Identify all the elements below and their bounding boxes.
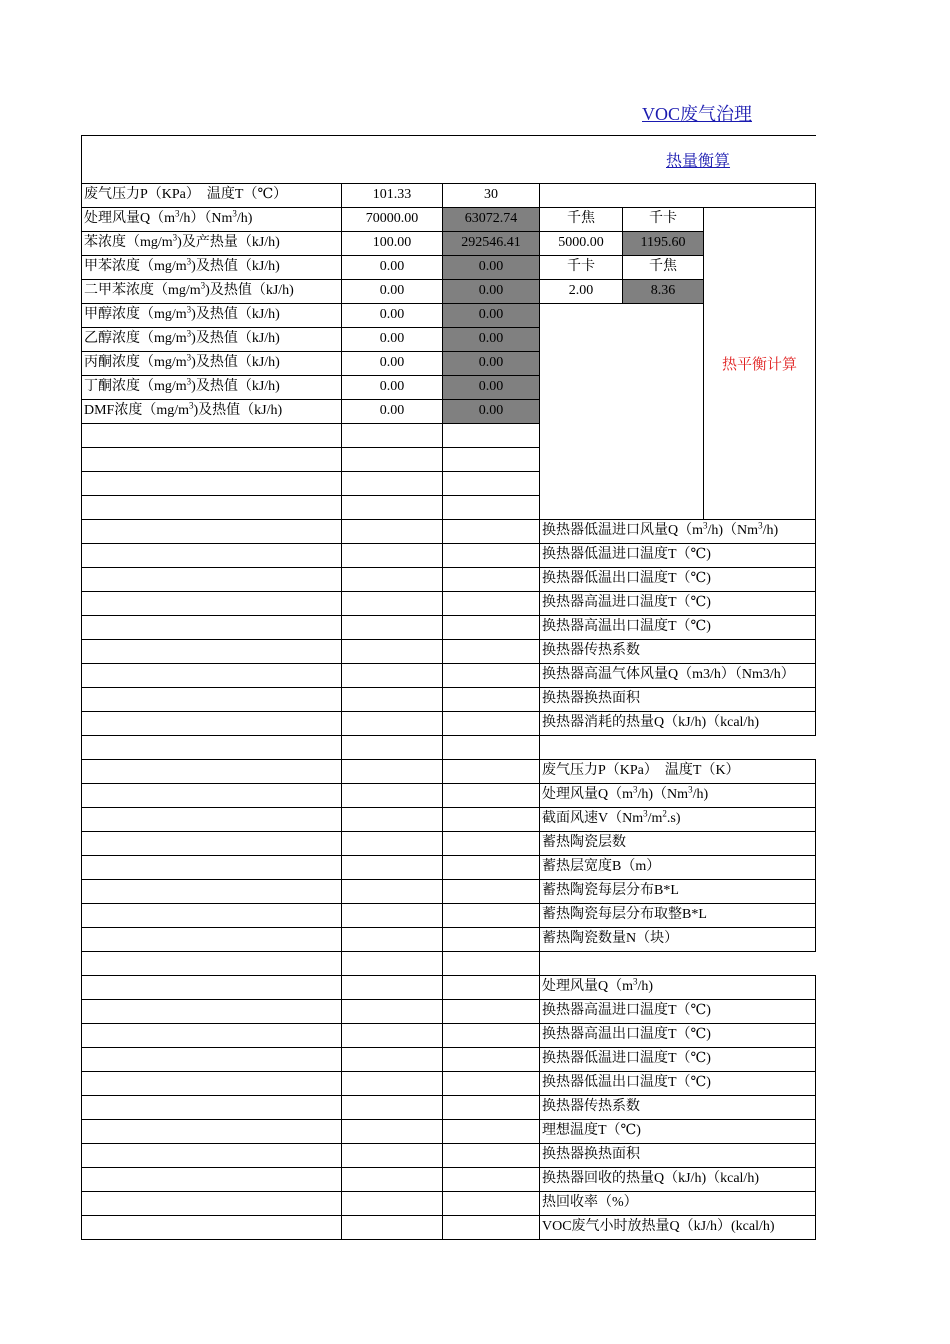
computed-value-cell[interactable]: 0.00	[442, 351, 540, 376]
input-value-cell[interactable]	[341, 1095, 443, 1120]
computed-value-cell[interactable]	[442, 807, 540, 832]
computed-value-cell[interactable]	[442, 951, 540, 976]
input-value-cell[interactable]	[341, 1143, 443, 1168]
input-value-cell[interactable]: 0.00	[341, 327, 443, 352]
row-label-cell[interactable]	[81, 639, 342, 664]
section-subtitle: 热量衡算	[666, 153, 731, 170]
parameter-label[interactable]: VOC废气小时放热量Q（kJ/h）(kcal/h)	[539, 1215, 816, 1240]
input-value-cell[interactable]	[341, 615, 443, 640]
row-label-cell[interactable]: 甲苯浓度$(mg/m^3)$及热值（kJ/h)	[81, 255, 342, 280]
computed-value-cell[interactable]	[442, 903, 540, 928]
computed-value-cell[interactable]	[442, 471, 540, 496]
input-value-cell[interactable]	[341, 951, 443, 976]
input-value-cell[interactable]	[341, 1215, 443, 1240]
computed-value-cell[interactable]	[442, 1023, 540, 1048]
computed-value-cell[interactable]: 0.00	[442, 327, 540, 352]
computed-value-cell[interactable]	[442, 1191, 540, 1216]
parameter-label[interactable]: 蓄热层宽度B（m）	[539, 855, 816, 880]
input-value-cell[interactable]: 0.00	[341, 351, 443, 376]
input-value-cell[interactable]	[341, 1119, 443, 1144]
input-value-cell[interactable]	[341, 1167, 443, 1192]
row-label-cell[interactable]	[81, 543, 342, 568]
input-value-cell[interactable]	[341, 543, 443, 568]
parameter-label[interactable]: 换热器高温出口温度T（℃)	[539, 615, 816, 640]
unit-converter-cell[interactable]: 千卡	[539, 255, 623, 280]
page-title: VOC废气治理	[642, 104, 753, 124]
row-label-cell[interactable]	[81, 447, 342, 472]
row-label-cell[interactable]	[81, 1215, 342, 1240]
input-value-cell[interactable]	[341, 711, 443, 736]
row-label-cell[interactable]	[81, 927, 342, 952]
parameter-label[interactable]: 蓄热陶瓷层数	[539, 831, 816, 856]
computed-value-cell[interactable]	[442, 999, 540, 1024]
computed-value-cell[interactable]: 0.00	[442, 399, 540, 424]
input-value-cell[interactable]	[341, 1023, 443, 1048]
merged-header-cell	[539, 183, 816, 208]
row-label-cell[interactable]	[81, 663, 342, 688]
parameter-label[interactable]: 换热器换热面积	[539, 687, 816, 712]
row-label-cell[interactable]: 丁酮浓度$(mg/m^3)$及热值（kJ/h)	[81, 375, 342, 400]
parameter-label[interactable]: 废气压力P（KPa） 温度T（K）	[539, 759, 816, 784]
computed-value-cell[interactable]	[442, 567, 540, 592]
input-value-cell[interactable]	[341, 1071, 443, 1096]
row-label-cell[interactable]	[81, 975, 342, 1000]
parameter-label[interactable]: 换热器低温出口温度T（℃)	[539, 567, 816, 592]
computed-value-cell[interactable]	[442, 927, 540, 952]
row-label-cell[interactable]	[81, 1095, 342, 1120]
parameter-label[interactable]: 处理风量$Q(m^3/h)$	[539, 975, 816, 1000]
row-label-cell[interactable]	[81, 735, 342, 760]
computed-value-cell[interactable]	[442, 423, 540, 448]
computed-value-cell[interactable]: 292546.41	[442, 231, 540, 256]
row-label-cell[interactable]	[81, 903, 342, 928]
row-label-cell[interactable]: 丙酮浓度$(mg/m^3)$及热值（kJ/h)	[81, 351, 342, 376]
computed-value-cell[interactable]	[442, 639, 540, 664]
row-label-cell[interactable]	[81, 519, 342, 544]
parameter-label[interactable]: 换热器传热系数	[539, 639, 816, 664]
computed-value-cell[interactable]	[442, 1047, 540, 1072]
computed-value-cell[interactable]	[442, 783, 540, 808]
input-value-cell[interactable]	[341, 1047, 443, 1072]
computed-value-cell[interactable]	[442, 1119, 540, 1144]
computed-value-cell[interactable]: 0.00	[442, 255, 540, 280]
parameter-label[interactable]: 换热器高温气体风量Q（m3/h）（Nm3/h）	[539, 663, 816, 688]
computed-value-cell[interactable]	[442, 1095, 540, 1120]
computed-value-cell[interactable]	[442, 855, 540, 880]
row-label-cell[interactable]	[81, 1047, 342, 1072]
input-value-cell[interactable]: 0.00	[341, 279, 443, 304]
computed-value-cell[interactable]	[442, 975, 540, 1000]
input-value-cell[interactable]	[341, 855, 443, 880]
input-value-cell[interactable]	[341, 879, 443, 904]
input-value-cell[interactable]: 101.33	[341, 183, 443, 208]
row-label-cell[interactable]: 废气压力P（KPa） 温度T（℃）	[81, 183, 342, 208]
parameter-label[interactable]: 蓄热陶瓷数量N（块）	[539, 927, 816, 952]
row-label-cell[interactable]	[81, 1167, 342, 1192]
input-value-cell[interactable]: 0.00	[341, 375, 443, 400]
row-label-cell[interactable]	[81, 711, 342, 736]
unit-converter-cell[interactable]: 2.00	[539, 279, 623, 304]
computed-value-cell[interactable]	[442, 879, 540, 904]
row-label-cell[interactable]	[81, 1191, 342, 1216]
computed-value-cell[interactable]	[442, 615, 540, 640]
input-value-cell[interactable]	[341, 735, 443, 760]
unit-converter-cell[interactable]: 1195.60	[622, 231, 704, 256]
row-label-cell[interactable]	[81, 1143, 342, 1168]
row-label-cell[interactable]: 处理风量$Q(m^3/h)(Nm^3/h)$	[81, 207, 342, 232]
parameter-label[interactable]: 换热器低温进口温度T（℃)	[539, 543, 816, 568]
unit-converter-cell[interactable]: 千焦	[622, 255, 704, 280]
row-label-cell[interactable]	[81, 951, 342, 976]
computed-value-cell[interactable]	[442, 1071, 540, 1096]
row-label-cell[interactable]	[81, 879, 342, 904]
input-value-cell[interactable]	[341, 759, 443, 784]
input-value-cell[interactable]	[341, 999, 443, 1024]
computed-value-cell[interactable]	[442, 591, 540, 616]
parameter-label[interactable]: 换热器高温进口温度T（℃)	[539, 591, 816, 616]
computed-value-cell[interactable]	[442, 447, 540, 472]
unit-converter-cell[interactable]: 千卡	[622, 207, 704, 232]
computed-value-cell[interactable]	[442, 543, 540, 568]
row-label-cell[interactable]	[81, 783, 342, 808]
parameter-label[interactable]: 截面风速$V(Nm^3/m^2.s)$	[539, 807, 816, 832]
input-value-cell[interactable]: 100.00	[341, 231, 443, 256]
unit-converter-cell[interactable]: 千焦	[539, 207, 623, 232]
parameter-label[interactable]: 换热器高温出口温度T（℃)	[539, 1023, 816, 1048]
row-label-cell[interactable]: DMF浓度$(mg/m^3)$及热值（kJ/h)	[81, 399, 342, 424]
input-value-cell[interactable]	[341, 663, 443, 688]
parameter-label[interactable]: 换热器低温进口风量$Q(m^3/h)(Nm^3/h)$	[539, 519, 816, 544]
parameter-label[interactable]: 换热器消耗的热量Q（kJ/h)（kcal/h)	[539, 711, 816, 736]
input-value-cell[interactable]	[341, 927, 443, 952]
computed-value-cell[interactable]	[442, 831, 540, 856]
parameter-label[interactable]: 换热器低温进口温度T（℃)	[539, 1047, 816, 1072]
row-label-cell[interactable]	[81, 687, 342, 712]
row-label-cell[interactable]	[81, 855, 342, 880]
input-value-cell[interactable]	[341, 471, 443, 496]
row-label-cell[interactable]	[81, 423, 342, 448]
row-label-cell[interactable]: 苯浓度$(mg/m^3)$及产热量（kJ/h)	[81, 231, 342, 256]
parameter-label[interactable]: 换热器高温进口温度T（℃)	[539, 999, 816, 1024]
computed-value-cell[interactable]	[442, 1167, 540, 1192]
heat-balance-label: 热平衡计算	[703, 207, 816, 520]
input-value-cell[interactable]: 0.00	[341, 399, 443, 424]
computed-value-cell[interactable]: 63072.74	[442, 207, 540, 232]
computed-value-cell[interactable]: 30	[442, 183, 540, 208]
computed-value-cell[interactable]	[442, 1215, 540, 1240]
input-value-cell[interactable]	[341, 567, 443, 592]
computed-value-cell[interactable]	[442, 735, 540, 760]
computed-value-cell[interactable]: 0.00	[442, 303, 540, 328]
unit-converter-cell[interactable]: 8.36	[622, 279, 704, 304]
input-value-cell[interactable]: 0.00	[341, 255, 443, 280]
input-value-cell[interactable]	[341, 639, 443, 664]
parameter-label[interactable]: 换热器低温出口温度T（℃)	[539, 1071, 816, 1096]
input-value-cell[interactable]: 0.00	[341, 303, 443, 328]
row-label-cell[interactable]	[81, 615, 342, 640]
parameter-label[interactable]: 换热器换热面积	[539, 1143, 816, 1168]
computed-value-cell[interactable]	[442, 1143, 540, 1168]
row-label-cell[interactable]	[81, 831, 342, 856]
row-label-cell[interactable]	[81, 1119, 342, 1144]
computed-value-cell[interactable]	[442, 711, 540, 736]
row-label-cell[interactable]: 二甲苯浓度$(mg/m^3)$及热值（kJ/h)	[81, 279, 342, 304]
parameter-label[interactable]: 换热器回收的热量Q（kJ/h)（kcal/h)	[539, 1167, 816, 1192]
input-value-cell[interactable]	[341, 495, 443, 520]
input-value-cell[interactable]	[341, 591, 443, 616]
row-label-cell[interactable]	[81, 807, 342, 832]
input-value-cell[interactable]	[341, 975, 443, 1000]
computed-value-cell[interactable]: 0.00	[442, 279, 540, 304]
input-value-cell[interactable]	[341, 447, 443, 472]
computed-value-cell[interactable]	[442, 495, 540, 520]
input-value-cell[interactable]: 70000.00	[341, 207, 443, 232]
row-label-cell[interactable]	[81, 999, 342, 1024]
row-label-cell[interactable]: 甲醇浓度$(mg/m^3)$及热值（kJ/h)	[81, 303, 342, 328]
computed-value-cell[interactable]	[442, 663, 540, 688]
input-value-cell[interactable]	[341, 903, 443, 928]
input-value-cell[interactable]	[341, 687, 443, 712]
parameter-label[interactable]: 蓄热陶瓷每层分布取整B*L	[539, 903, 816, 928]
input-value-cell[interactable]	[341, 519, 443, 544]
row-label-cell[interactable]	[81, 759, 342, 784]
input-value-cell[interactable]	[341, 831, 443, 856]
row-label-cell[interactable]	[81, 591, 342, 616]
parameter-label[interactable]: 换热器传热系数	[539, 1095, 816, 1120]
unit-converter-cell[interactable]: 5000.00	[539, 231, 623, 256]
row-label-cell[interactable]	[81, 1023, 342, 1048]
input-value-cell[interactable]	[341, 783, 443, 808]
computed-value-cell[interactable]: 0.00	[442, 375, 540, 400]
row-label-cell[interactable]	[81, 567, 342, 592]
computed-value-cell[interactable]	[442, 759, 540, 784]
parameter-label[interactable]: 理想温度T（℃)	[539, 1119, 816, 1144]
computed-value-cell[interactable]	[442, 519, 540, 544]
row-label-cell[interactable]	[81, 471, 342, 496]
row-label-cell[interactable]	[81, 1071, 342, 1096]
row-label-cell[interactable]: 乙醇浓度$(mg/m^3)$及热值（kJ/h)	[81, 327, 342, 352]
input-value-cell[interactable]	[341, 1191, 443, 1216]
row-label-cell[interactable]	[81, 495, 342, 520]
input-value-cell[interactable]	[341, 807, 443, 832]
parameter-label[interactable]: 蓄热陶瓷每层分布B*L	[539, 879, 816, 904]
parameter-label[interactable]: 处理风量$Q(m^3/h)(Nm^3/h)$	[539, 783, 816, 808]
parameter-label[interactable]: 热回收率（%）	[539, 1191, 816, 1216]
computed-value-cell[interactable]	[442, 687, 540, 712]
input-value-cell[interactable]	[341, 423, 443, 448]
